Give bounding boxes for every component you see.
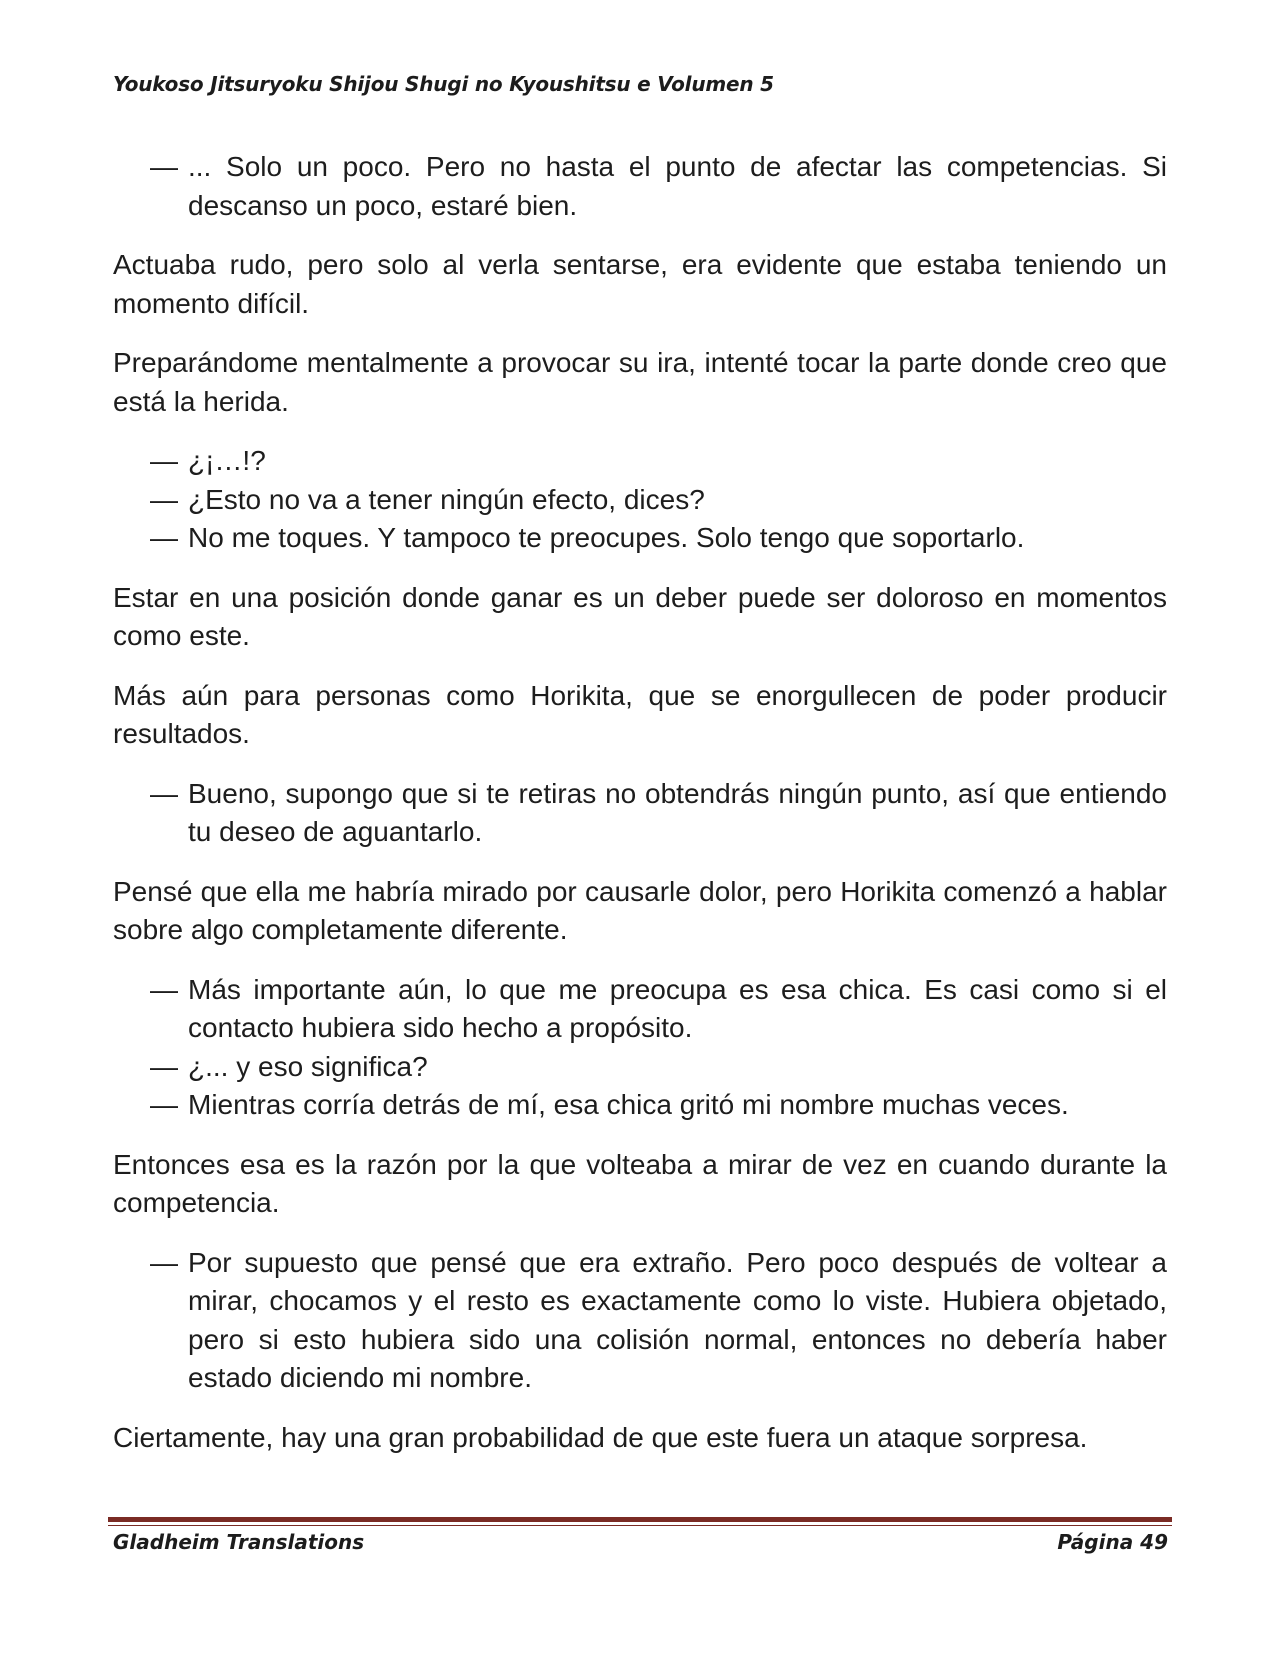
dialogue-block (113, 971, 1167, 1125)
dialogue-text: ... Solo un poco. Pero no hasta el punto de afectar las competencias. Si descanso un poco, estaré bien. (188, 151, 1167, 221)
dialogue-line (113, 442, 1167, 481)
dialogue-line (113, 1086, 1167, 1125)
dialogue-text: Bueno, supongo que si te retiras no obtendrás ningún punto, así que entiendo tu deseo de aguantarlo. (188, 777, 1167, 847)
dialogue-line (113, 1244, 1167, 1398)
dialogue-line (113, 971, 1167, 1048)
em-dash: — (150, 1050, 178, 1082)
page-body (113, 148, 1167, 1478)
footer-translator: Gladheim Translations (113, 1530, 365, 1554)
em-dash: — (150, 1246, 178, 1278)
paragraph: Estar en una posición donde ganar es un deber puede ser doloroso en momentos como este. (113, 581, 1167, 651)
paragraph: Entonces esa es la razón por la que volteaba a mirar de vez en cuando durante la competencia. (113, 1148, 1167, 1218)
dialogue-text: ¿... y eso significa? (188, 1050, 428, 1082)
paragraph: Preparándome mentalmente a provocar su ira, intenté tocar la parte donde creo que está la herida. (113, 347, 1167, 417)
em-dash: — (150, 777, 178, 809)
em-dash: — (150, 1089, 178, 1120)
footer-page-number: Página 49 (1057, 1530, 1168, 1554)
paragraph: Ciertamente, hay una gran probabilidad de que este fuera un ataque sorpresa. (113, 1421, 1088, 1453)
em-dash: — (150, 151, 178, 182)
dialogue-text: ¿Esto no va a tener ningún efecto, dices? (188, 483, 705, 515)
paragraph: Pensé que ella me habría mirado por causarle dolor, pero Horikita comenzó a hablar sobre algo completamente diferente. (113, 875, 1167, 945)
paragraph: Actuaba rudo, pero solo al verla sentarse, era evidente que estaba teniendo un momento difícil. (113, 249, 1167, 319)
dialogue-line (113, 481, 1167, 520)
dialogue-block (113, 1244, 1167, 1398)
footer-rule-thin (108, 1525, 1172, 1526)
dialogue-text: Por supuesto que pensé que era extraño. Pero poco después de voltear a mirar, chocamos y el resto es exactamente como lo viste. Hubiera objetado, pero si esto hubiera sido una colisión normal, entonces no debería haber estado diciendo mi nombre. (188, 1246, 1167, 1393)
dialogue-line (113, 519, 1167, 558)
dialogue-text: ¿¡…!? (188, 445, 266, 476)
em-dash: — (150, 483, 178, 515)
dialogue-line (113, 775, 1167, 852)
em-dash: — (150, 973, 178, 1005)
dialogue-text: Más importante aún, lo que me preocupa es esa chica. Es casi como si el contacto hubiera sido hecho a propósito. (188, 973, 1167, 1043)
dialogue-block (113, 148, 1167, 225)
running-header: Youkoso Jitsuryoku Shijou Shugi no Kyoushitsu e Volumen 5 (113, 72, 774, 96)
em-dash: — (150, 522, 178, 553)
footer-rule-thick (108, 1517, 1172, 1522)
dialogue-block (113, 442, 1167, 558)
dialogue-line (113, 1048, 1167, 1087)
paragraph: Más aún para personas como Horikita, que se enorgullecen de poder producir resultados. (113, 679, 1167, 749)
dialogue-line (113, 148, 1167, 225)
em-dash: — (150, 445, 178, 476)
dialogue-text: Mientras corría detrás de mí, esa chica gritó mi nombre muchas veces. (188, 1089, 1069, 1120)
dialogue-text: No me toques. Y tampoco te preocupes. Solo tengo que soportarlo. (188, 522, 1025, 553)
dialogue-block (113, 775, 1167, 852)
